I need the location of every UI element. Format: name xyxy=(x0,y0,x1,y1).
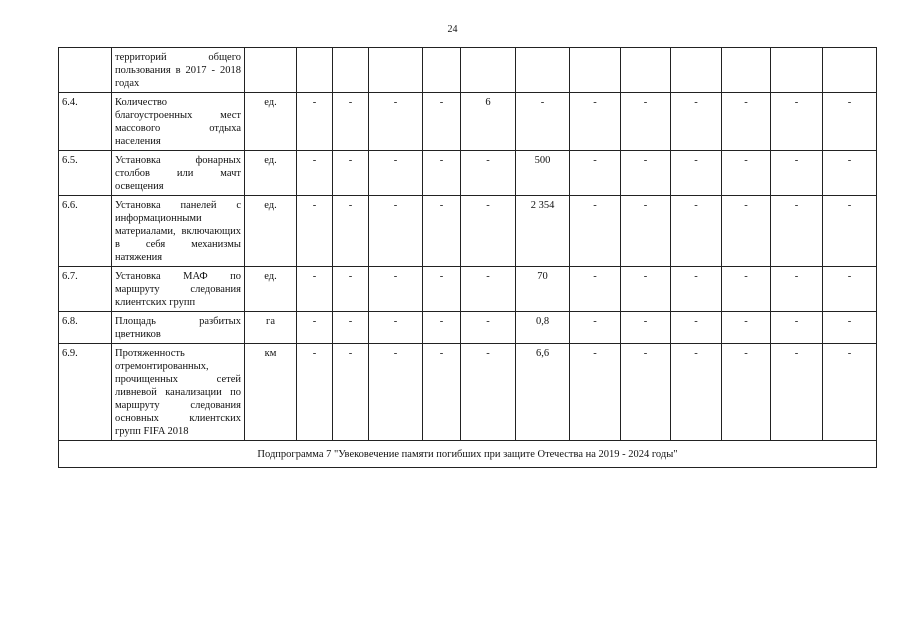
value-cell: - xyxy=(621,151,671,196)
table-row xyxy=(59,267,877,312)
value-cell: - xyxy=(621,312,671,344)
indicator-name-cell: Установка МАФ по маршруту следования клиентских групп xyxy=(112,267,245,312)
value-cell: 70 xyxy=(516,267,570,312)
value-cell: - xyxy=(621,267,671,312)
value-cell: - xyxy=(570,151,621,196)
value-cell: - xyxy=(297,267,333,312)
value-cell: - xyxy=(823,312,877,344)
row-number-cell: 6.8. xyxy=(59,312,112,344)
value-cell: - xyxy=(722,267,771,312)
value-cell xyxy=(333,48,369,93)
value-cell: - xyxy=(423,151,461,196)
value-cell: - xyxy=(333,93,369,151)
value-cell: 0,8 xyxy=(516,312,570,344)
value-cell: - xyxy=(570,93,621,151)
value-cell: - xyxy=(461,312,516,344)
unit-cell: га xyxy=(245,312,297,344)
value-cell: - xyxy=(771,93,823,151)
value-cell: - xyxy=(621,344,671,441)
unit-cell xyxy=(245,48,297,93)
value-cell: - xyxy=(771,196,823,267)
value-cell: - xyxy=(823,267,877,312)
unit-cell: км xyxy=(245,344,297,441)
value-cell: - xyxy=(461,151,516,196)
value-cell: - xyxy=(671,93,722,151)
page-number: 24 xyxy=(447,24,458,35)
indicator-name-cell: Площадь разбитых цветников xyxy=(112,312,245,344)
table-row xyxy=(59,196,877,267)
value-cell: - xyxy=(823,344,877,441)
unit-cell: ед. xyxy=(245,151,297,196)
value-cell: - xyxy=(570,267,621,312)
value-cell: - xyxy=(297,344,333,441)
value-cell: - xyxy=(461,267,516,312)
value-cell: 2 354 xyxy=(516,196,570,267)
value-cell xyxy=(297,48,333,93)
value-cell: - xyxy=(771,151,823,196)
value-cell: - xyxy=(516,93,570,151)
value-cell: - xyxy=(570,344,621,441)
value-cell: 6,6 xyxy=(516,344,570,441)
value-cell: 500 xyxy=(516,151,570,196)
value-cell: - xyxy=(333,196,369,267)
value-cell: - xyxy=(823,151,877,196)
value-cell: - xyxy=(461,344,516,441)
subprogram-row xyxy=(59,441,877,468)
value-cell: - xyxy=(333,312,369,344)
value-cell: - xyxy=(297,312,333,344)
value-cell: - xyxy=(297,196,333,267)
indicators-table xyxy=(58,47,877,468)
subprogram-title: Подпрограмма 7 "Увековечение памяти погибших при защите Отечества на 2019 - 2024 годы" xyxy=(59,441,877,468)
value-cell: - xyxy=(333,344,369,441)
value-cell: - xyxy=(423,267,461,312)
value-cell: - xyxy=(297,151,333,196)
value-cell: - xyxy=(621,93,671,151)
value-cell xyxy=(722,48,771,93)
table-row xyxy=(59,151,877,196)
indicator-name-cell: Установка панелей с информационными материалами, включающих в себя механизмы натяжения xyxy=(112,196,245,267)
value-cell: - xyxy=(722,93,771,151)
indicator-name-cell: Установка фонарных столбов или мачт освещения xyxy=(112,151,245,196)
value-cell: 6 xyxy=(461,93,516,151)
value-cell: - xyxy=(570,196,621,267)
value-cell: - xyxy=(771,267,823,312)
value-cell xyxy=(516,48,570,93)
value-cell: - xyxy=(369,93,423,151)
value-cell: - xyxy=(671,196,722,267)
value-cell: - xyxy=(369,267,423,312)
value-cell xyxy=(671,48,722,93)
value-cell: - xyxy=(823,196,877,267)
table-row xyxy=(59,48,877,93)
value-cell: - xyxy=(333,267,369,312)
value-cell: - xyxy=(423,196,461,267)
value-cell xyxy=(771,48,823,93)
row-number-cell: 6.6. xyxy=(59,196,112,267)
value-cell: - xyxy=(369,151,423,196)
table-row xyxy=(59,312,877,344)
indicator-name-cell: территорий общего пользования в 2017 - 2018 годах xyxy=(112,48,245,93)
value-cell: - xyxy=(671,151,722,196)
value-cell xyxy=(423,48,461,93)
row-number-cell: 6.4. xyxy=(59,93,112,151)
row-number-cell xyxy=(59,48,112,93)
unit-cell: ед. xyxy=(245,267,297,312)
indicator-name-cell: Протяженность отремонтированных, прочищенных сетей ливневой канализации по маршруту следования основных клиентских групп FIFA 2018 xyxy=(112,344,245,441)
value-cell: - xyxy=(423,344,461,441)
value-cell: - xyxy=(423,312,461,344)
value-cell xyxy=(369,48,423,93)
value-cell: - xyxy=(297,93,333,151)
value-cell xyxy=(823,48,877,93)
value-cell xyxy=(621,48,671,93)
value-cell: - xyxy=(771,344,823,441)
table-row xyxy=(59,344,877,441)
table-row xyxy=(59,93,877,151)
value-cell xyxy=(570,48,621,93)
value-cell xyxy=(461,48,516,93)
unit-cell: ед. xyxy=(245,196,297,267)
row-number-cell: 6.9. xyxy=(59,344,112,441)
indicator-name-cell: Количество благоустроенных мест массового отдыха населения xyxy=(112,93,245,151)
value-cell: - xyxy=(423,93,461,151)
unit-cell: ед. xyxy=(245,93,297,151)
value-cell: - xyxy=(671,344,722,441)
value-cell: - xyxy=(333,151,369,196)
value-cell: - xyxy=(823,93,877,151)
value-cell: - xyxy=(771,312,823,344)
value-cell: - xyxy=(722,344,771,441)
value-cell: - xyxy=(722,151,771,196)
value-cell: - xyxy=(722,196,771,267)
value-cell: - xyxy=(369,196,423,267)
value-cell: - xyxy=(369,312,423,344)
value-cell: - xyxy=(461,196,516,267)
value-cell: - xyxy=(671,312,722,344)
value-cell: - xyxy=(671,267,722,312)
row-number-cell: 6.5. xyxy=(59,151,112,196)
value-cell: - xyxy=(570,312,621,344)
value-cell: - xyxy=(621,196,671,267)
row-number-cell: 6.7. xyxy=(59,267,112,312)
value-cell: - xyxy=(369,344,423,441)
value-cell: - xyxy=(722,312,771,344)
